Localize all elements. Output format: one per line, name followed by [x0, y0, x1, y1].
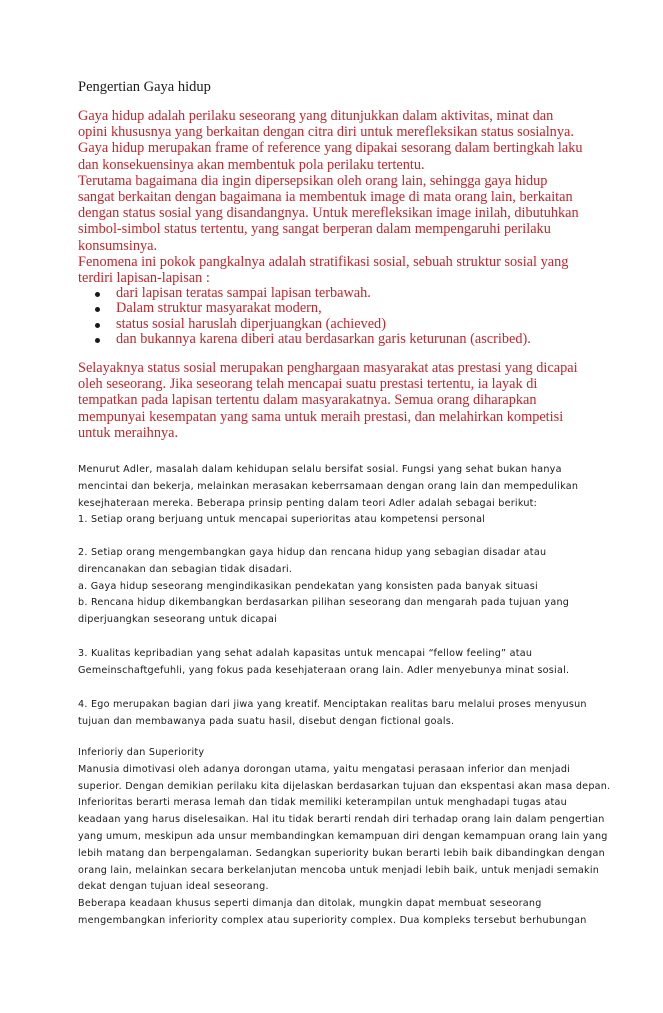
text-line: simbol-simbol status tertentu, yang sangat berperan dalam mempengaruhi perilaku: [78, 221, 551, 238]
text-line: direncanakan dan sebagian tidak disadari.: [78, 563, 293, 575]
text-line: yang umum, meskipun ada unsur membandingkan kemampuan diri dengan kemampuan orang lain yang: [78, 830, 608, 842]
text-line: Gaya hidup merupakan frame of reference yang dipakai sesorang dalam bertingkah laku: [78, 140, 583, 157]
text-line: Beberapa keadaan khusus seperti dimanja dan ditolak, mungkin dapat membuat seseorang: [78, 898, 542, 910]
adler-principles-intro: [78, 462, 598, 529]
text-line: 1. Setiap orang berjuang untuk mencapai superioritas atau kompetensi personal: [78, 514, 486, 526]
text-line: superior. Dengan demikian perilaku kita dijelaskan berdasarkan tujuan dan ekspentasi akan masa depan.: [78, 780, 611, 792]
list-item: [78, 317, 598, 332]
text-line: 3. Kualitas kepribadian yang sehat adalah kapasitas untuk mencapai “fellow feeling” atau: [78, 648, 533, 659]
bullet-icon: [95, 323, 100, 328]
text-line: terdiri lapisan-lapisan :: [78, 270, 210, 287]
text-line: Selayaknya status sosial merupakan penghargaan masyarakat atas prestasi yang dicapai: [78, 360, 578, 376]
text-line: 2. Setiap orang mengembangkan gaya hidup dan rencana hidup yang sebagian disadar atau: [78, 547, 547, 558]
text-line: sangat berkaitan dengan bagaimana ia membentuk image di mata orang lain, berkaitan: [78, 189, 573, 206]
adler-principle-3: [78, 646, 598, 680]
text-line: orang lain, melainkan secara berkelanjutan mencoba untuk menjadi lebih baik, untuk menjadi semakin: [78, 864, 600, 876]
intro-paragraph: [78, 108, 598, 286]
inferiority-superiority-section: [78, 745, 611, 930]
text-line: mempunyai kesempatan yang sama untuk meraih prestasi, dan melahirkan kompetisi: [78, 408, 564, 425]
bullet-icon: [95, 292, 100, 297]
text-line: Inferioritas berarti merasa lemah dan tidak memiliki keterampilan untuk menghadapi tugas atau: [78, 797, 567, 809]
page-title: Pengertian Gaya hidup: [78, 79, 211, 95]
list-item: [78, 286, 598, 301]
list-item-text: Dalam struktur masyarakat modern,: [116, 300, 322, 317]
list-item-text: status sosial haruslah diperjuangkan (achieved): [116, 315, 386, 332]
text-line: dekat dengan tujuan ideal seseorang.: [78, 881, 269, 893]
text-line: oleh seseorang. Jika seseorang telah mencapai suatu prestasi tertentu, ia layak di: [78, 376, 538, 393]
text-line: 4. Ego merupakan bagian dari jiwa yang kreatif. Menciptakan realitas baru melalui proses menyusun: [78, 699, 587, 710]
text-line: Manusia dimotivasi oleh adanya dorongan utama, yaitu mengatasi perasaan inferior dan menjadi: [78, 763, 571, 775]
text-line: Gaya hidup adalah perilaku seseorang yang ditunjukkan dalam aktivitas, minat dan: [78, 108, 554, 124]
adler-principle-2: [78, 545, 598, 629]
bullet-icon: [95, 338, 100, 343]
list-item: [78, 332, 598, 347]
text-line: Gemeinschaftgefuhli, yang fokus pada kesehjateraan orang lain. Adler menyebunya minat sosial.: [78, 664, 570, 676]
list-item: [78, 301, 598, 316]
text-line: konsumsinya.: [78, 237, 158, 254]
text-line: keadaan yang harus diselesaikan. Hal itu tidak berarti rendah diri terhadap orang lain dalam pengertian: [78, 814, 605, 826]
closing-paragraph: [78, 360, 598, 441]
text-line: tujuan dan membawanya pada suatu hasil, disebut dengan fictional goals.: [78, 715, 455, 727]
section-heading: Inferioriy dan Superiority: [78, 747, 205, 758]
bullet-icon: [95, 307, 100, 312]
text-line: dengan status sosial yang disandangnya. Untuk merefleksikan image inilah, dibutuhkan: [78, 205, 579, 222]
text-line: untuk meraihnya.: [78, 424, 179, 441]
bullet-list: [78, 286, 598, 348]
list-item-text: dan bukannya karena diberi atau berdasarkan garis keturunan (ascribed).: [116, 331, 531, 348]
text-line: Menurut Adler, masalah dalam kehidupan selalu bersifat sosial. Fungsi yang sehat bukan hanya: [78, 464, 562, 475]
text-line: mengembangkan inferiority complex atau superiority complex. Dua kompleks tersebut berhubungan: [78, 914, 587, 926]
text-line: a. Gaya hidup seseorang mengindikasikan pendekatan yang konsisten pada banyak situasi: [78, 580, 538, 592]
text-line: kesejhateraan mereka. Beberapa prinsip penting dalam teori Adler adalah sebagai berikut:: [78, 497, 538, 509]
text-line: opini khususnya yang berkaitan dengan citra diri untuk merefleksikan status sosialnya.: [78, 124, 574, 141]
text-line: diperjuangkan seseorang untuk dicapai: [78, 614, 277, 626]
text-line: tempatkan pada lapisan tertentu dalam masyarakatnya. Semua orang diharapkan: [78, 392, 537, 409]
text-line: lebih matang dan berpengalaman. Sedangkan superiority bukan berarti lebih baik dibandingkan dengan: [78, 847, 605, 859]
text-line: mencintai dan bekerja, melainkan merasakan keberrsamaan dengan orang lain dan mempedulikan: [78, 480, 579, 492]
list-item-text: dari lapisan teratas sampai lapisan terbawah.: [116, 285, 371, 301]
text-line: b. Rencana hidup dikembangkan berdasarkan pilihan seseorang dan mengarah pada tujuan yang: [78, 597, 570, 609]
adler-principle-4: [78, 697, 598, 731]
text-line: dan konsekuensinya akan membentuk pola perilaku tertentu.: [78, 156, 425, 173]
text-line: Terutama bagaimana dia ingin dipersepsikan oleh orang lain, sehingga gaya hidup: [78, 172, 548, 189]
text-line: Fenomena ini pokok pangkalnya adalah stratifikasi sosial, sebuah struktur sosial yang: [78, 253, 569, 270]
